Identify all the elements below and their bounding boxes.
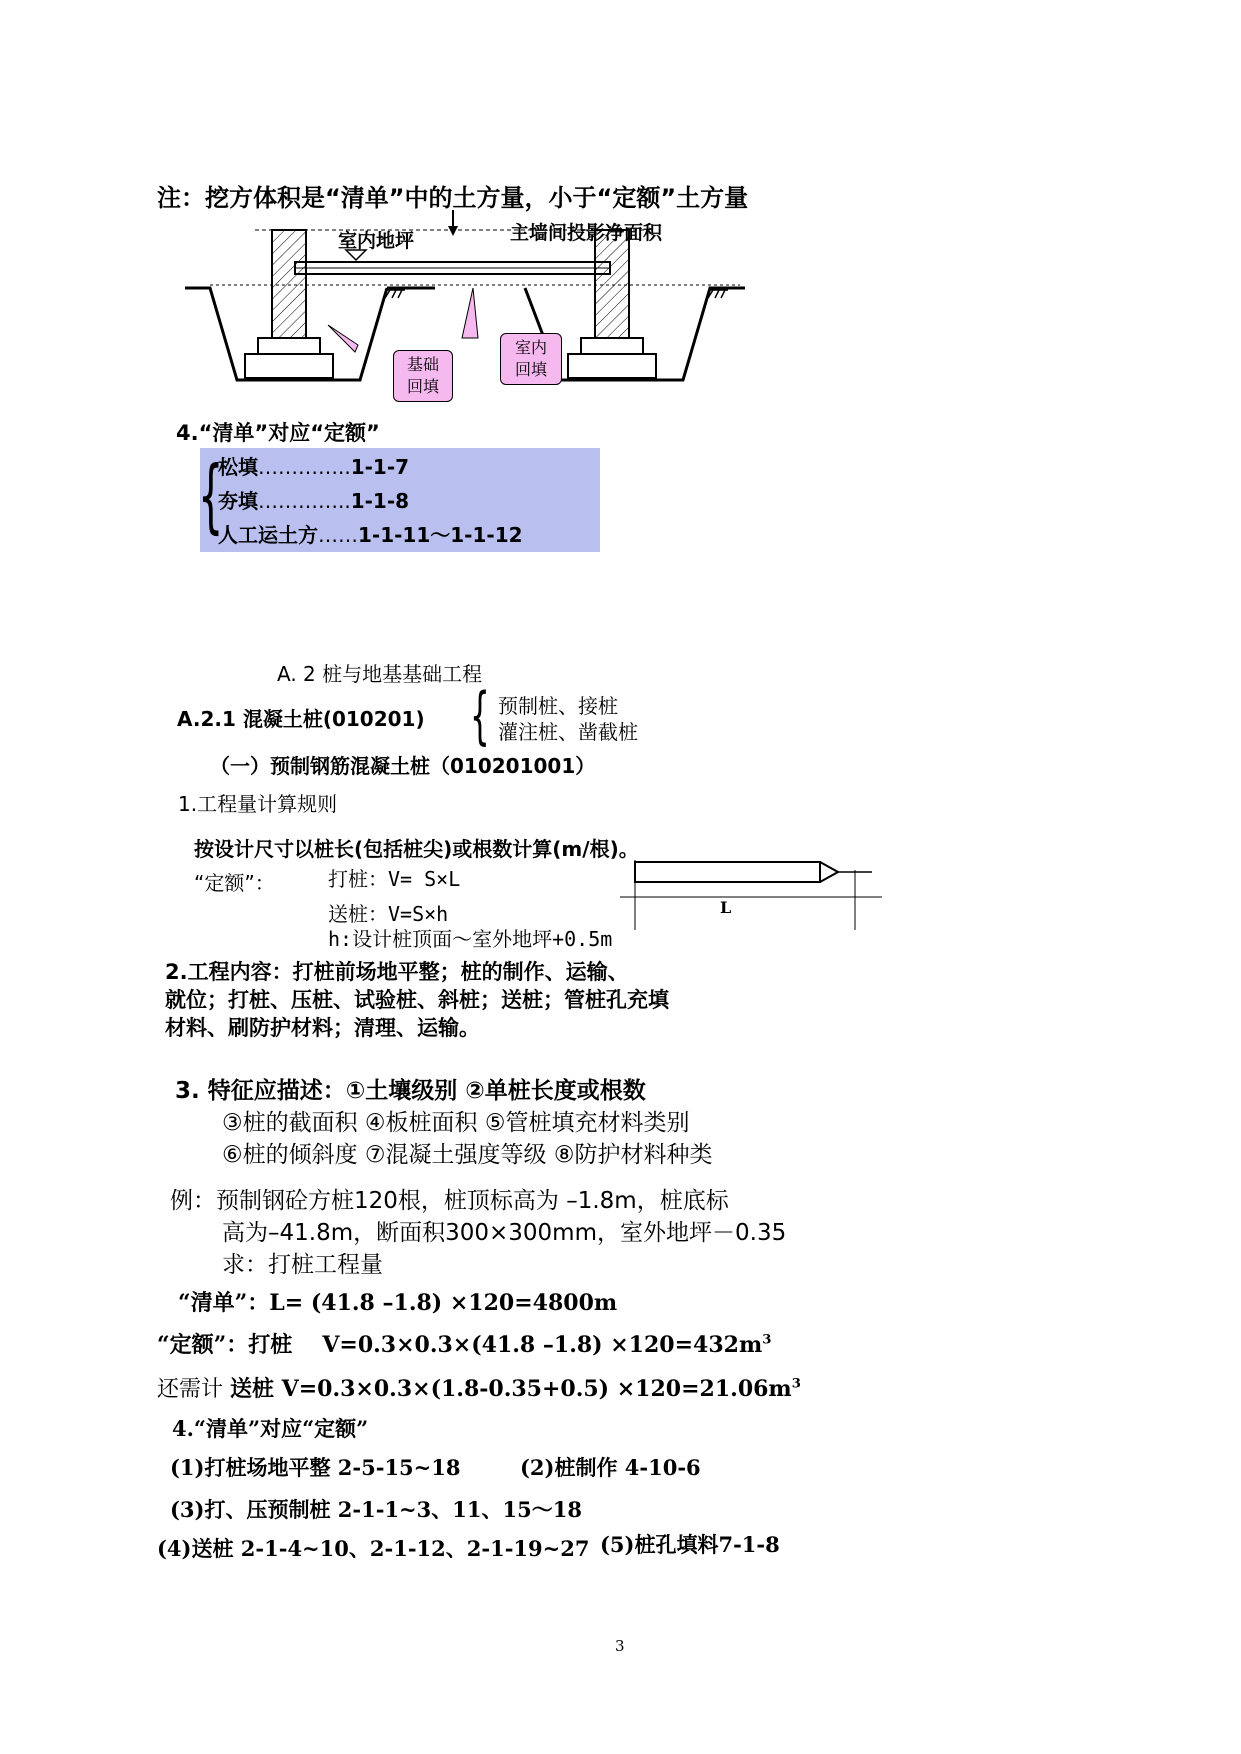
section4b-heading: 4.“清单”对应“定额” — [172, 1416, 369, 1441]
subsection-label: A.2.1 混凝土桩(010201) — [177, 707, 425, 731]
note-line: 注：挖方体积是“清单”中的土方量，小于“定额”土方量 — [157, 184, 749, 212]
dinge-label: “定额”： — [194, 871, 275, 895]
dinge-result: “定额”：打桩 V=0.3×0.3×(41.8 $-1.8) \times 120=432m^3$ — [157, 1332, 772, 1358]
section4b-item4: (4)送桩 2-1-4~10、2-1-12、2-1-19~27 — [157, 1536, 590, 1561]
example-line: 求：打桩工程量 — [222, 1252, 383, 1278]
callout-indoor-line1: 室内 — [514, 338, 547, 357]
pile-body — [635, 862, 820, 882]
subsection-item: 灌注桩、凿截桩 — [498, 720, 638, 744]
section4b-item1: (1)打桩场地平整 2-5-15~18 — [170, 1455, 461, 1480]
formula-h-definition: h:设计桩顶面～室外地坪+0.5m — [328, 927, 613, 951]
callout-indoor-backfill — [500, 333, 562, 385]
right-wall — [595, 230, 629, 338]
formula-dazhuang: 打桩：V= S×L — [328, 867, 461, 891]
quota-item: 松填…………..1-1-7 — [218, 455, 410, 479]
features-line: ⑥桩的倾斜度 ⑦混凝土强度等级 ⑧防护材料种类 — [222, 1142, 713, 1168]
section4b-item2: (2)桩制作 4-10-6 — [520, 1455, 701, 1480]
content-line: 就位；打桩、压桩、试验桩、斜桩；送桩；管桩孔充填 — [165, 988, 669, 1012]
page-number: 3 — [615, 1637, 625, 1655]
left-wall — [272, 230, 306, 338]
left-footing — [245, 354, 333, 378]
extra-result: 还需计 送桩 $V=0.3\times 0.3\times(1.8-0.35+0.5) \times 120=21.06m^3$ — [157, 1376, 801, 1402]
features-line: ③桩的截面积 ④板桩面积 ⑤管桩填充材料类别 — [222, 1110, 690, 1136]
example-line: 高为–41.8m，断面积300×300mm，室外地坪－0.35 — [222, 1220, 787, 1246]
content-line: 材料、刷防护材料；清理、运输。 — [165, 1016, 480, 1040]
label-indoor-floor: 室内地坪 — [338, 230, 415, 252]
section4b-item3: (3)打、压预制桩 2-1-1~3、11、15～18 — [170, 1497, 582, 1522]
pile-length-label: L — [720, 898, 732, 917]
subsection-item: 预制桩、接桩 — [498, 694, 618, 718]
right-footing — [568, 354, 656, 378]
section1-heading: （一）预制钢筋混凝土桩（010201001） — [210, 754, 596, 778]
callout-foundation-backfill — [393, 350, 453, 402]
features-line: 3. 特征应描述：①土壤级别 ②单桩长度或根数 — [175, 1078, 646, 1104]
pile-length-diagram — [620, 850, 890, 930]
callout-indoor-line2: 回填 — [514, 360, 547, 379]
callout-foundation-line1: 基础 — [406, 355, 439, 374]
content-line: 2.工程内容：打桩前场地平整；桩的制作、运输、 — [165, 960, 629, 984]
example-line: 例：预制钢砼方桩120根，桩顶标高为 –1.8m，桩底标 — [170, 1188, 729, 1214]
section4b-item5: (5)桩孔填料7-1-8 — [600, 1532, 780, 1557]
quota-item: 夯填…………..1-1-8 — [218, 489, 410, 513]
section4a-heading: 4.“清单”对应“定额” — [176, 421, 380, 445]
rules-heading: 1.工程量计算规则 — [178, 792, 338, 816]
callout-foundation-line2: 回填 — [406, 377, 439, 396]
pile-tip — [820, 862, 838, 882]
quota-item: 人工运土方……1-1-11～1-1-12 — [218, 523, 523, 547]
formula-songzhuang: 送桩：V=S×h — [328, 902, 449, 926]
chapter-title: A. 2 桩与地基基础工程 — [277, 662, 483, 686]
qingdan-result: “清单”：L= (41.8 –1.8) ×120=4800m — [178, 1290, 618, 1316]
quota-brace: { — [198, 449, 224, 542]
label-projection-area: 主墙间投影净面积 — [510, 222, 663, 244]
subsection-brace: { — [470, 679, 490, 752]
rules-line1: 按设计尺寸以桩长(包括桩尖)或根数计算(m/根)。 — [194, 837, 639, 861]
